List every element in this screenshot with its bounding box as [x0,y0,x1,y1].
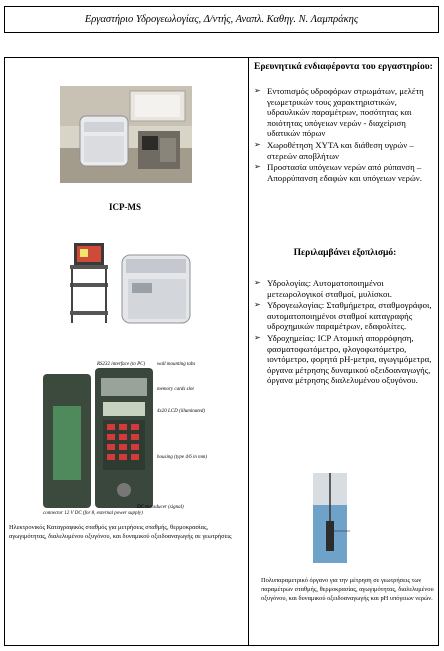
icp-ms-caption: ICP-MS [109,202,141,212]
list-item: ➢ Υδρογεωλογίας: Σταθμήμετρα, σταθμογράφοι, αυτοματοποιημένοι σταθμοί καταγραφής υδροχημικών παραμέτρων, εδαφολίτες. [254,300,432,332]
arrow-bullet-icon: ➢ [254,300,261,310]
list-item: ➢ Προστασία υπόγειων νερών από ρύπανση – Απορρύπανση εδαφών και υπόγειων νερών. [254,162,422,183]
arrow-bullet-icon: ➢ [254,86,261,95]
list-item: ➢ Υδροχημείας: ICP Ατομική απορρόφηση, φασματοφωτόμετρο, φλογοφωτόμετρο, ιοντόμετρο, φορητά pH-μετρα, αγωγιμόμετρα, όργανα μέτρησης δυναμικού οξειδοαναγωγής, όργανα μέτρησης διαλελυμένου οξυγόνου. [254,332,432,386]
list-item: ➢ Χωροθέτηση ΧΥΤΑ και διάθεση υγρών – στερεών αποβλήτων [254,139,414,161]
arrow-bullet-icon: ➢ [254,332,261,342]
column-divider [248,58,249,645]
housing-label: housing (type 4/6 in mm) [157,455,207,460]
equipment-list [254,278,436,387]
wall-tabs-label: wall mounting tabs [157,362,196,367]
borehole-probe-photo [305,473,355,563]
data-logger-photo [37,356,210,518]
arrow-bullet-icon: ➢ [254,278,261,287]
arrow-bullet-icon: ➢ [254,139,261,149]
sensor-label: DC transducer (signal) [137,505,184,510]
page-header [4,6,439,33]
connector-label: connector 12 V DC (for 8, external power supply) [43,511,143,516]
interests-list [254,86,436,184]
interests-title: Ερευνητικά ενδιαφέροντα του εργαστηρίου: [254,62,433,72]
icp-workstation-photo [60,233,200,338]
memory-slot-label: memory cards slot [157,387,194,392]
equipment-title: Περιλαμβάνει εξοπλισμό: [293,248,397,258]
rs232-label: RS232 interface (to PC) [97,362,146,367]
probe-description: Πολυπαραμετρικό όργανο για την μέτρηση σε γεωτρήσεις των παραμέτρων σταθμής, θερμοκρασίας, αγωγιμότητας, διαλελυμένου οξυγόνου, και δυναμικού οξειδοαναγωγής και pH υπόγειων νερών. [261,577,434,602]
list-item: ➢ Υδρολογίας: Αυτοματοποιημένοι μετεωρολογικοί σταθμοί, μυλίσκοι. [254,278,392,299]
data-logger-description: Ηλεκτρονικός Καταγραφικός σταθμός για μετρήσεις σταθμής, θερμοκρασίας, αγωγιμότητας, διαλελυμένου οξυγόνου, και δυναμικού οξειδοαναγωγής σε γεωτρήσεις [9,524,232,540]
icp-ms-lab-photo [60,86,192,183]
lcd-label: 4x20 LCD (illuminated) [157,409,206,414]
arrow-bullet-icon: ➢ [254,162,261,172]
content-panel [4,57,439,646]
header-title: Εργαστήριο Υδρογεωλογίας, Δ/ντής, Αναπλ. Καθηγ. Ν. Λαμπράκης [84,14,359,25]
list-item: ➢ Εντοπισμός υδροφόρων στρωμάτων, μελέτη γεωμετρικών τους χαρακτηριστικών, υδραυλικών παραμέτρων, ποσότητας και ποιότητας υπόγειων νερών - διαχείριση υδατικών πόρων [254,86,424,139]
